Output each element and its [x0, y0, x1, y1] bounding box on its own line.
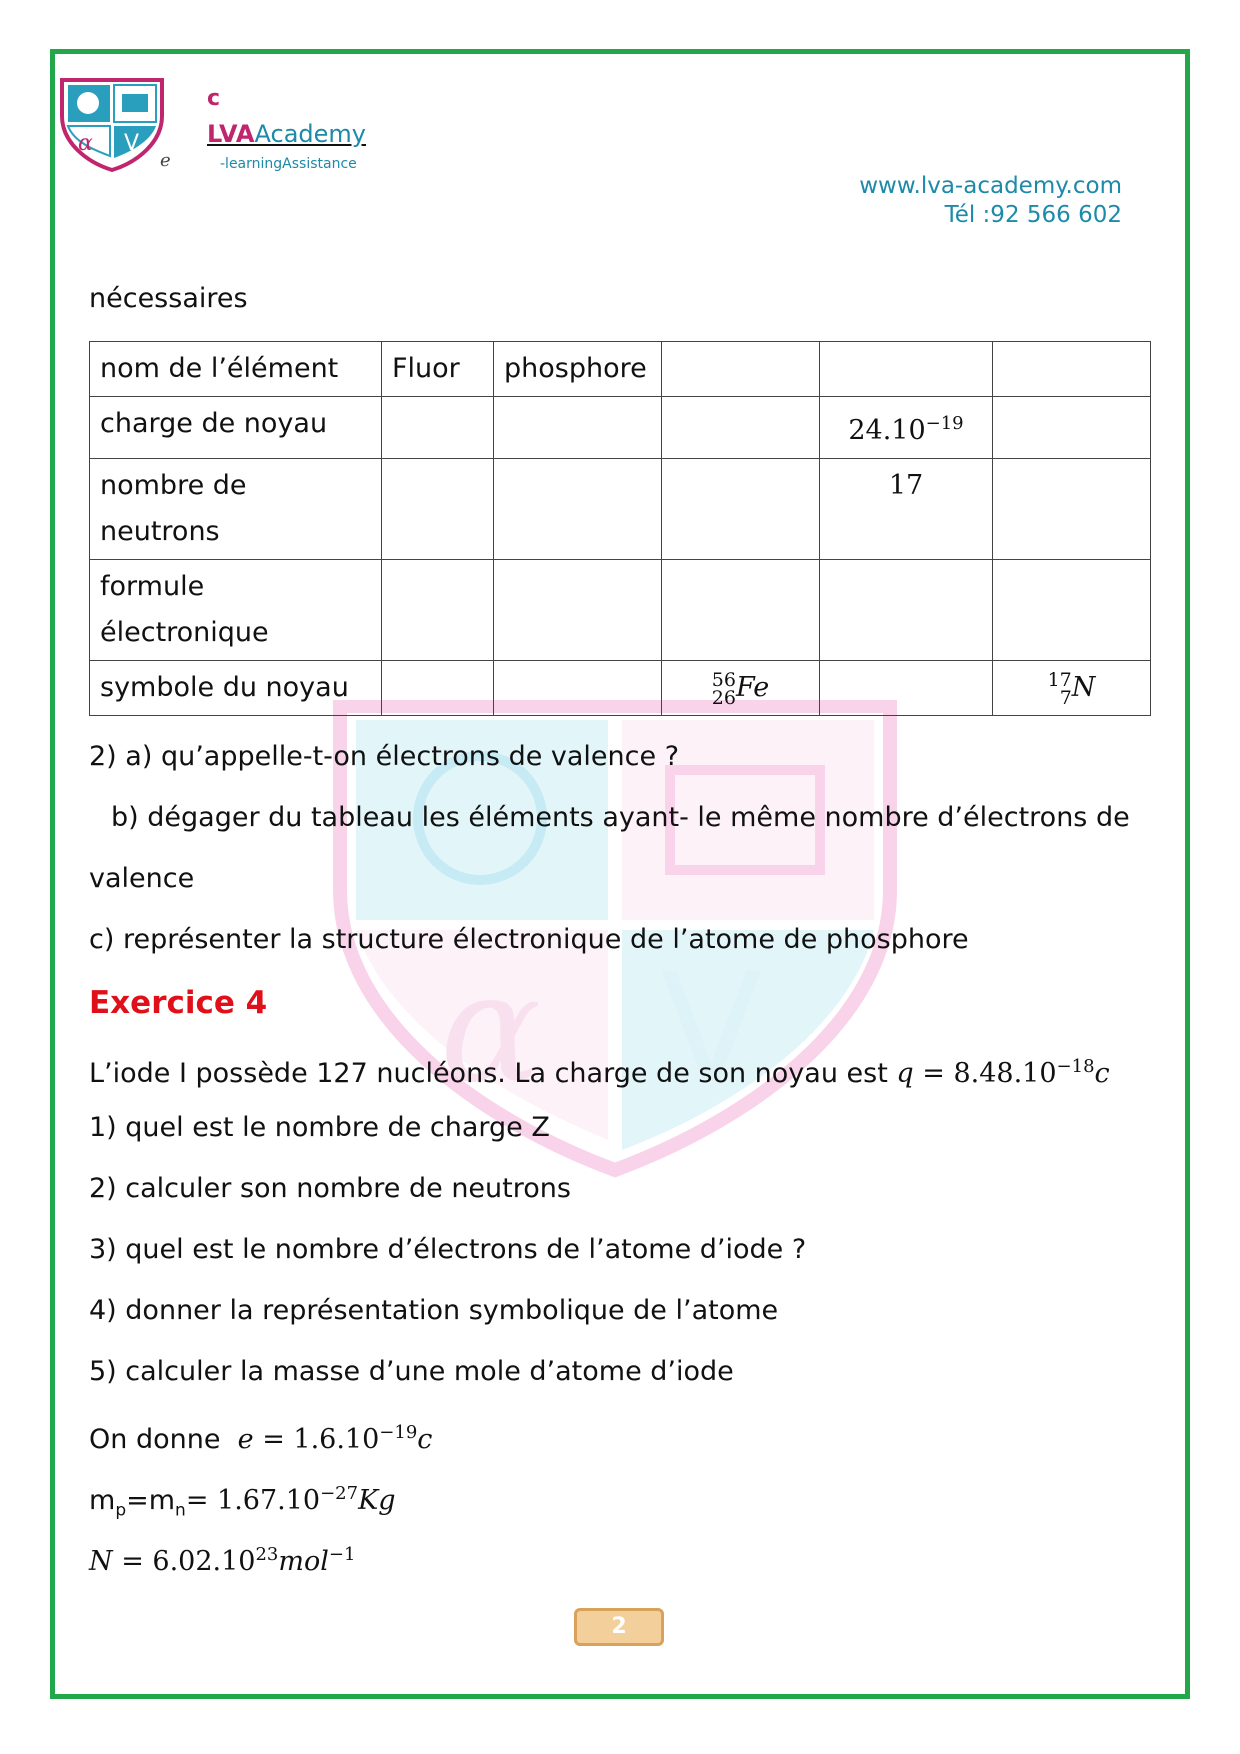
mass-equation: = 1.67.10: [185, 1485, 321, 1516]
phone: Tél :92 566 602: [944, 202, 1122, 228]
n-mass-number: 17: [1047, 668, 1072, 691]
charge-value-cell: [820, 397, 993, 459]
exercise-q2: 2) calculer son nombre de neutrons: [89, 1173, 571, 1204]
charge-symbol: q: [896, 1058, 914, 1089]
question-2c: c) représenter la structure électronique de l’atome de phosphore: [89, 924, 969, 955]
brand-subtitle: -learningAssistance: [220, 156, 357, 172]
n-symbol-cell: [993, 661, 1151, 716]
svg-text:α: α: [440, 942, 542, 1116]
brand-letter-c: c: [207, 86, 221, 111]
table-row: [90, 661, 1151, 716]
table-cell: [382, 560, 494, 661]
mass-n: n: [175, 1500, 186, 1521]
page-number: 2: [574, 1608, 664, 1646]
exercise-q4: 4) donner la représentation symbolique de l’atome: [89, 1295, 779, 1326]
table-cell: [662, 397, 820, 459]
brand-lva: LVA: [207, 120, 255, 148]
mass-exp: −27: [320, 1483, 359, 1504]
table-header-cell: [820, 342, 993, 397]
question-2b-continued: valence: [89, 863, 195, 894]
fe-nuclide: [712, 665, 769, 711]
charge-formula: [896, 1058, 1109, 1089]
table-cell: [993, 560, 1151, 661]
mass-unit: Kg: [358, 1485, 396, 1516]
charge-unit: c: [1094, 1058, 1110, 1089]
avogadro-symbol: N: [89, 1546, 113, 1577]
mass-p: p: [115, 1500, 127, 1521]
row-label-line: électronique: [100, 617, 269, 648]
table-cell: [494, 661, 662, 716]
table-row: [90, 459, 1151, 560]
avogadro-unit-exp: −1: [328, 1544, 356, 1565]
avogadro-equation: = 6.02.10: [112, 1546, 256, 1577]
table-cell: [90, 459, 382, 560]
fe-symbol-cell: [662, 661, 820, 716]
exercise-title: Exercice 4: [89, 985, 268, 1021]
table-cell: [494, 560, 662, 661]
n-nuclide: [1048, 665, 1096, 711]
e-exp: −19: [379, 1422, 418, 1443]
charge-equation: = 8.48.10: [913, 1058, 1057, 1089]
given-intro: On donne: [89, 1424, 221, 1455]
svg-text:V: V: [124, 131, 140, 156]
table-cell: [382, 397, 494, 459]
statement-text: L’iode I possède 127 nucléons. La charge de son noyau est: [89, 1058, 888, 1089]
table-cell: [382, 459, 494, 560]
charge-base: 24.10: [848, 415, 926, 446]
mass-m: m: [89, 1485, 116, 1516]
table-header-cell: phosphore: [494, 342, 662, 397]
charge-exponent: −19: [925, 413, 964, 434]
given-e: [89, 1416, 432, 1457]
table-row: [90, 397, 1151, 459]
given-avogadro: [89, 1538, 355, 1579]
e-formula: [238, 1424, 433, 1455]
fe-symbol: Fe: [735, 672, 770, 703]
website: www.lva-academy.com: [859, 173, 1122, 199]
charge-exp: −18: [1056, 1056, 1095, 1077]
table-row: [90, 342, 1151, 397]
table-cell: [90, 560, 382, 661]
svg-text:α: α: [78, 131, 93, 156]
fe-atomic-number: 26: [711, 686, 736, 709]
neutrons-value-cell: 17: [820, 459, 993, 560]
table-cell: symbole du noyau: [90, 661, 382, 716]
brand-name: [207, 120, 366, 148]
svg-text:V: V: [660, 942, 763, 1116]
brand-academy: Academy: [254, 120, 366, 148]
exercise-statement: [89, 1050, 1110, 1091]
table-cell: [382, 661, 494, 716]
table-cell: [993, 397, 1151, 459]
table-header-cell: [993, 342, 1151, 397]
table-cell: charge de noyau: [90, 397, 382, 459]
table-cell: [993, 459, 1151, 560]
table-header-cell: Fluor: [382, 342, 494, 397]
n-atomic-number: 7: [1059, 686, 1072, 709]
fe-mass-number: 56: [711, 668, 736, 691]
intro-text: nécessaires: [89, 283, 248, 314]
contact-block: [859, 172, 1122, 230]
given-mass: [89, 1477, 396, 1527]
question-2a: 2) a) qu’appelle-t-on électrons de valence ?: [89, 741, 680, 772]
row-label-line: nombre de: [100, 470, 247, 501]
table-cell: [662, 560, 820, 661]
lva-academy-logo-icon: [58, 76, 166, 172]
elements-table: [89, 341, 1151, 716]
table-cell: [494, 459, 662, 560]
question-2b: b) dégager du tableau les éléments ayant- le même nombre d’électrons de: [111, 802, 1130, 833]
e-unit: c: [417, 1424, 433, 1455]
exercise-q5: 5) calculer la masse d’une mole d’atome d’iode: [89, 1356, 734, 1387]
avogadro-exp: 23: [255, 1544, 279, 1565]
exercise-q1: 1) quel est le nombre de charge Z: [89, 1112, 550, 1143]
e-symbol: e: [237, 1424, 254, 1455]
table-header-cell: nom de l’élément: [90, 342, 382, 397]
mass-label: [89, 1485, 186, 1521]
exercise-q3: 3) quel est le nombre d’électrons de l’atome d’iode ?: [89, 1234, 807, 1265]
table-cell: [820, 560, 993, 661]
table-cell: [820, 661, 993, 716]
brand-letter-e: e: [160, 150, 171, 171]
row-label-line: neutrons: [100, 516, 220, 547]
avogadro-unit: mol: [278, 1546, 329, 1577]
mass-eq-m: =m: [126, 1485, 176, 1516]
n-symbol: N: [1071, 672, 1096, 703]
row-label-line: formule: [100, 571, 205, 602]
table-cell: [494, 397, 662, 459]
table-cell: [662, 459, 820, 560]
table-row: [90, 560, 1151, 661]
mass-formula: [186, 1485, 396, 1516]
e-equation: = 1.6.10: [253, 1424, 380, 1455]
table-header-cell: [662, 342, 820, 397]
